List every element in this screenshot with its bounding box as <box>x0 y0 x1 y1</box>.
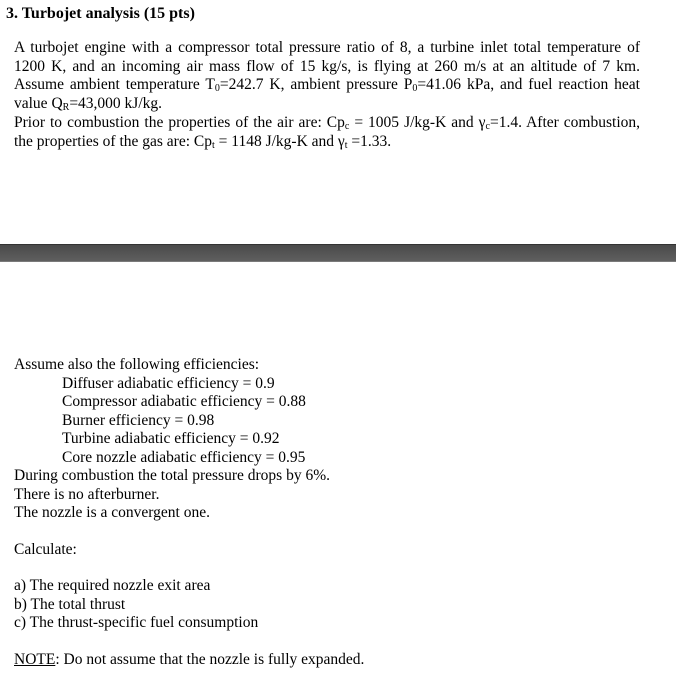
properties-part-1: Prior to combustion the properties of the air are: Cp <box>14 114 345 131</box>
intro-heat-value-label: =41.06 kPa, and fuel reaction heat value Q <box>14 76 640 112</box>
efficiency-item: Core nozzle adiabatic efficiency = 0.95 <box>62 448 306 466</box>
condition-item: The nozzle is a convergent one. <box>14 504 210 521</box>
properties-gamma-c-sub: c <box>485 121 490 132</box>
efficiency-item: Diffuser adiabatic efficiency = 0.9 <box>62 374 275 392</box>
intro-ambient-pressure-label: =242.7 K, ambient pressure P <box>219 76 413 93</box>
properties-paragraph <box>14 114 640 151</box>
intro-paragraph <box>14 39 640 113</box>
efficiency-item: Compressor adiabatic efficiency = 0.88 <box>62 393 306 410</box>
properties-cp-t-sub: t <box>212 139 215 151</box>
page-break-divider <box>0 244 676 262</box>
calculate-item: c) The thrust-specific fuel consumption <box>14 614 259 631</box>
properties-part-3: =1.4. After combustion, the properties of the gas are: Cp <box>14 114 641 150</box>
efficiency-item: Burner efficiency = 0.98 <box>62 411 215 429</box>
efficiency-item: Turbine adiabatic efficiency = 0.92 <box>62 430 280 447</box>
efficiencies-block <box>14 356 654 669</box>
note-line <box>14 651 654 670</box>
intro-ambient-temp-label: Assume ambient temperature T <box>14 76 215 93</box>
efficiencies-heading: Assume also the following efficiencies: <box>14 356 260 373</box>
properties-part-4: = 1148 J/kg-K and γ <box>214 132 345 150</box>
note-text: : Do not assume that the nozzle is fully expanded. <box>55 650 365 668</box>
intro-ambient-temp-sub: 0 <box>214 83 220 94</box>
calculate-heading: Calculate: <box>14 540 77 558</box>
problem-title: 3. Turbojet analysis (15 pts) <box>6 5 195 22</box>
calculate-item: b) The total thrust <box>14 595 126 613</box>
properties-part-5: =1.33. <box>347 132 392 150</box>
properties-part-2: = 1005 J/kg-K and γ <box>349 114 486 131</box>
intro-ambient-pressure-sub: 0 <box>412 83 418 94</box>
condition-item: During combustion the total pressure drops by 6%. <box>14 467 330 484</box>
properties-cp-c-sub: c <box>344 121 350 132</box>
condition-item: There is no afterburner. <box>14 485 160 503</box>
intro-heat-value: =43,000 kJ/kg. <box>69 94 163 112</box>
intro-heat-value-sub: R <box>62 101 70 113</box>
intro-sentence-1: A turbojet engine with a compressor total pressure ratio of 8, a turbine inlet total temperature of 1200 K, and an incoming air mass flow of 15 kg/s, is flying at 260 m/s at an altitude of 7 km. <box>14 39 640 75</box>
note-label: NOTE <box>14 650 56 668</box>
properties-gamma-t-sub: t <box>344 139 348 151</box>
calculate-item: a) The required nozzle exit area <box>14 577 211 594</box>
